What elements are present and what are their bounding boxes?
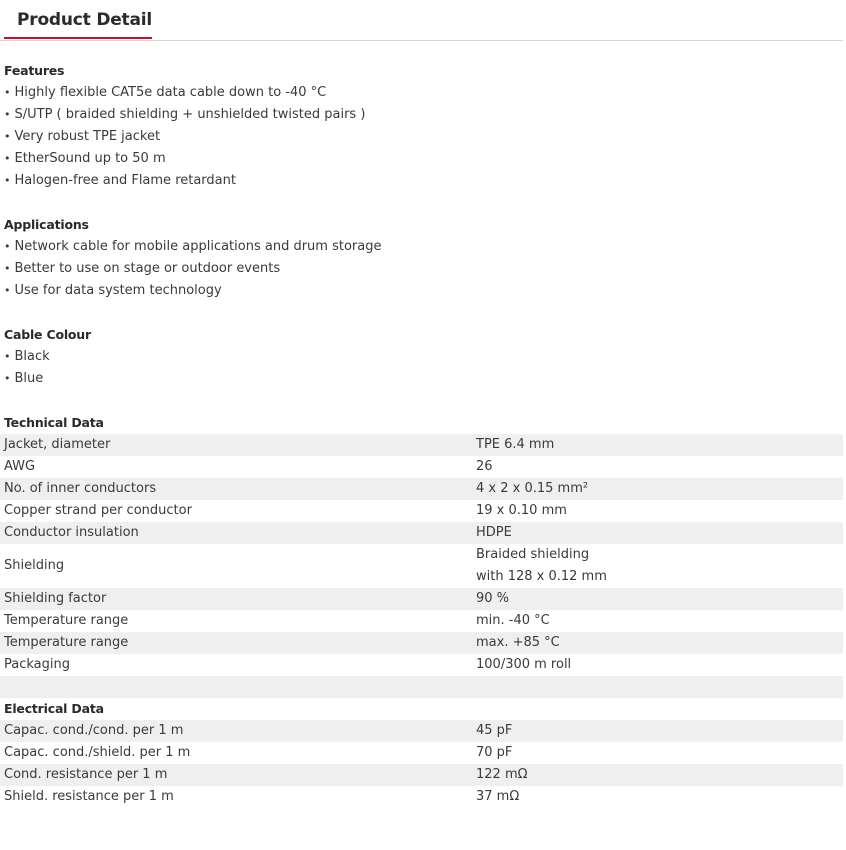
row-label: Capac. cond./cond. per 1 m [4,723,184,738]
table-spacer-row [0,676,843,698]
table-row [0,720,843,742]
bullet-icon: • [4,86,11,99]
bullet-icon: • [4,372,11,385]
row-label: Temperature range [4,613,129,628]
table-row [0,764,843,786]
colour-item: • Black [4,349,50,364]
row-value-line-2: with 128 x 0.12 mm [476,569,607,584]
feature-item: • Halogen-free and Flame retardant [4,173,236,188]
row-label: Cond. resistance per 1 m [4,767,168,782]
bullet-icon: • [4,240,11,253]
row-value: 26 [476,459,493,474]
row-label: Capac. cond./shield. per 1 m [4,745,191,760]
page-title: Product Detail [17,10,153,30]
feature-item: • Very robust TPE jacket [4,129,161,144]
row-value: 37 mΩ [476,789,520,804]
row-label: Shielding factor [4,591,107,606]
row-value: max. +85 °C [476,635,560,650]
row-label: Shield. resistance per 1 m [4,789,174,804]
row-label: AWG [4,459,36,474]
table-row [0,478,843,500]
page-header [0,0,843,41]
row-value: 100/300 m roll [476,657,572,672]
table-row [0,522,843,544]
row-value: 45 pF [476,723,513,738]
feature-item: • S/UTP ( braided shielding + unshielded twisted pairs ) [4,107,366,122]
row-value: 19 x 0.10 mm [476,503,567,518]
applications-heading: Applications [4,217,89,232]
row-label: Copper strand per conductor [4,503,192,518]
row-value: Braided shielding [476,547,590,562]
table-row [0,654,843,676]
colour-item: • Blue [4,371,44,386]
table-row [0,456,843,478]
bullet-icon: • [4,130,11,143]
application-item: • Use for data system technology [4,283,222,298]
row-label: Conductor insulation [4,525,139,540]
table-row [0,500,843,522]
row-label: Jacket, diameter [4,437,111,452]
technical-heading: Technical Data [4,415,104,430]
table-row [0,632,843,654]
title-underline [4,37,152,39]
bullet-icon: • [4,108,11,121]
application-item: • Network cable for mobile applications and drum storage [4,239,382,254]
colour-heading: Cable Colour [4,327,91,342]
row-value: 90 % [476,591,510,606]
table-row [0,588,843,610]
row-value: 4 x 2 x 0.15 mm² [476,481,589,496]
bullet-icon: • [4,350,11,363]
table-row [0,742,843,764]
table-row [0,544,843,588]
feature-item: • EtherSound up to 50 m [4,151,166,166]
row-label: Temperature range [4,635,129,650]
feature-item: • Highly flexible CAT5e data cable down to -40 °C [4,85,327,100]
row-value: TPE 6.4 mm [476,437,555,452]
row-label: Packaging [4,657,70,672]
row-value: 70 pF [476,745,513,760]
row-value: HDPE [476,525,512,540]
bullet-icon: • [4,152,11,165]
bullet-icon: • [4,174,11,187]
table-row [0,434,843,456]
table-row [0,610,843,632]
bullet-icon: • [4,262,11,275]
row-value: 122 mΩ [476,767,528,782]
features-heading: Features [4,63,65,78]
row-label: No. of inner conductors [4,481,157,496]
row-label: Shielding [4,558,65,573]
bullet-icon: • [4,284,11,297]
electrical-heading: Electrical Data [4,701,104,716]
row-value: min. -40 °C [476,613,550,628]
table-row [0,786,843,808]
application-item: • Better to use on stage or outdoor events [4,261,281,276]
